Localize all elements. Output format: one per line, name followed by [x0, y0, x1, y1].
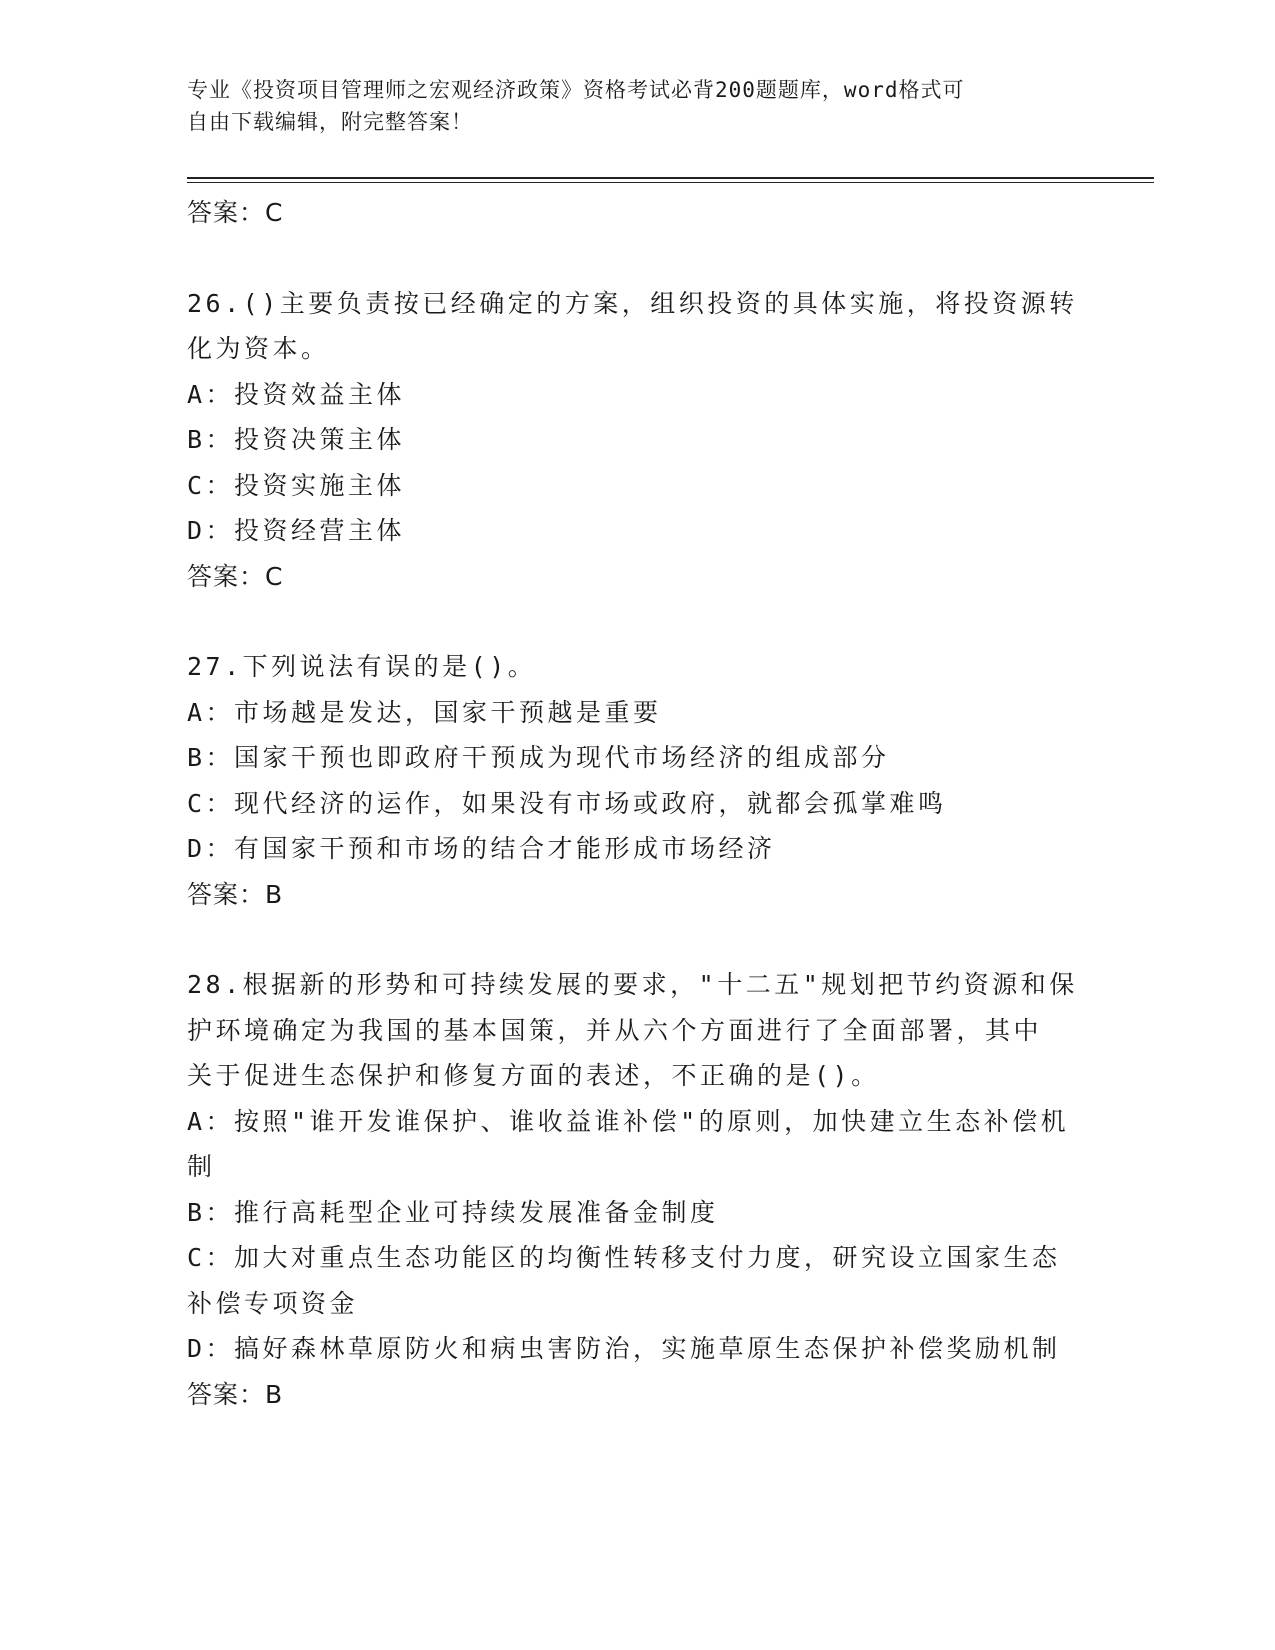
question-27	[187, 644, 1082, 917]
option-c: C：加大对重点生态功能区的均衡性转移支付力度，研究设立国家生态	[187, 1243, 1061, 1272]
spacer	[187, 236, 1082, 281]
option-b: B：推行高耗型企业可持续发展准备金制度	[187, 1197, 719, 1227]
option-a: A：按照"谁开发谁保护、谁收益谁补偿"的原则，加快建立生态补偿机	[187, 1106, 1070, 1136]
answer-label: 答案：C	[187, 198, 284, 227]
option-a: A：市场越是发达，国家干预越是重要	[187, 697, 662, 727]
option-c: C：投资实施主体	[187, 470, 406, 500]
spacer	[187, 917, 1082, 962]
header-line-2: 自由下载编辑，附完整答案！	[187, 110, 473, 134]
option-a: A：投资效益主体	[187, 379, 406, 409]
option-d: D：搞好森林草原防火和病虫害防治，实施草原生态保护补偿奖励机制	[187, 1334, 1061, 1363]
spacer	[187, 599, 1082, 644]
question-stem-line: 27.下列说法有误的是()。	[187, 652, 537, 681]
answer-label: 答案：B	[187, 879, 284, 909]
answer-label: 答案：C	[187, 561, 284, 591]
header-divider-thick	[187, 177, 1154, 179]
answer-label: 答案：B	[187, 1379, 284, 1409]
option-a-continued: 制	[187, 1152, 216, 1181]
option-c-continued: 补偿专项资金	[187, 1288, 359, 1318]
option-c: C：现代经济的运作，如果没有市场或政府，就都会孤掌难鸣	[187, 788, 947, 818]
document-header	[187, 74, 1067, 138]
question-stem-line: 护环境确定为我国的基本国策，并从六个方面进行了全面部署，其中	[187, 1015, 1043, 1045]
option-b: B：国家干预也即政府干预成为现代市场经济的组成部分	[187, 743, 890, 772]
question-stem-line: 关于促进生态保护和修复方面的表述，不正确的是()。	[187, 1061, 880, 1090]
question-list	[187, 190, 1082, 1417]
option-d: D：投资经营主体	[187, 516, 406, 545]
header-line-1: 专业《投资项目管理师之宏观经济政策》资格考试必背200题题库，word格式可	[187, 78, 965, 102]
question-26	[187, 281, 1082, 600]
header-divider-thin	[187, 182, 1154, 183]
question-stem-line: 26.()主要负责按已经确定的方案，组织投资的具体实施，将投资源转	[187, 288, 1078, 318]
option-b: B：投资决策主体	[187, 425, 406, 454]
question-28	[187, 962, 1082, 1417]
option-d: D：有国家干预和市场的结合才能形成市场经济	[187, 834, 776, 863]
question-stem-line: 28.根据新的形势和可持续发展的要求，"十二五"规划把节约资源和保	[187, 970, 1078, 999]
question-stem-line: 化为资本。	[187, 334, 330, 363]
